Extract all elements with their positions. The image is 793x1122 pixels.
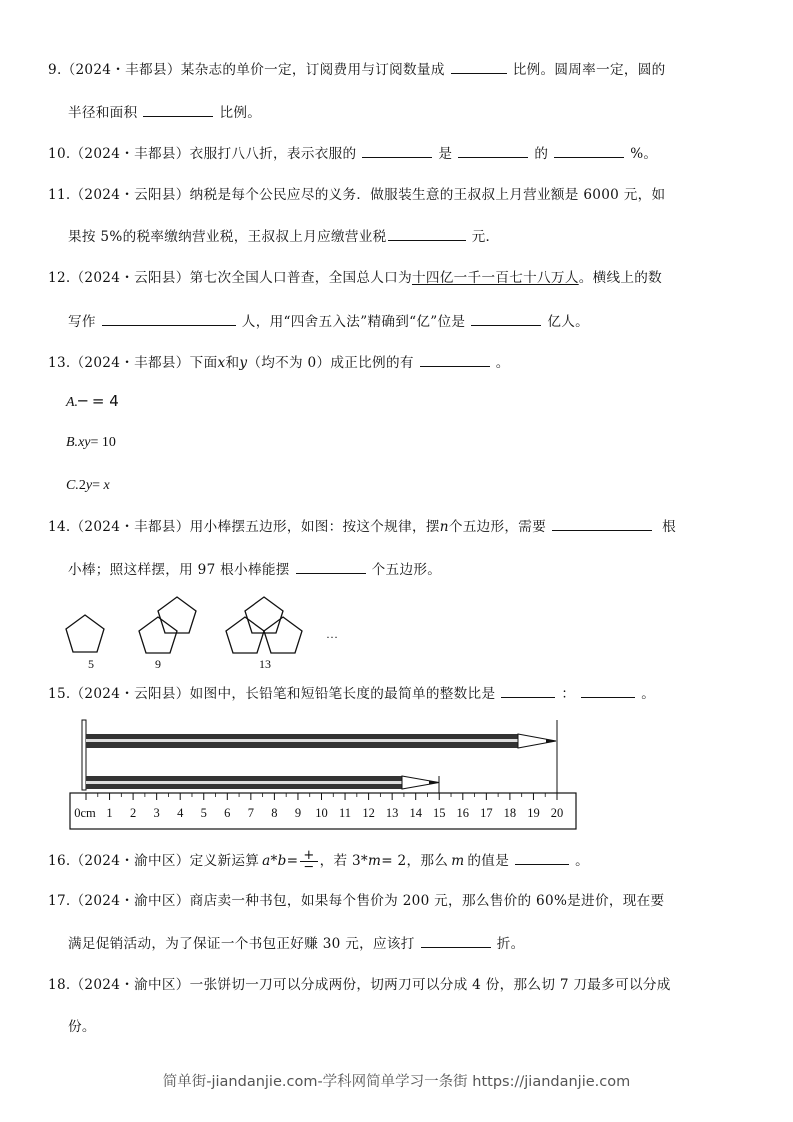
pentagon-shape — [158, 597, 196, 633]
question-text: = 2，那么 — [381, 853, 449, 869]
ruler-tick-label: 2 — [129, 806, 137, 820]
figure-label: 5 — [88, 657, 94, 671]
question-text: 个五边形，需要 — [448, 519, 547, 535]
ruler-tick-label: 9 — [294, 806, 302, 820]
question-14-line-2 — [68, 559, 753, 581]
question-text: 16.（2024・渝中区）定义新运算 — [48, 853, 260, 869]
question-14-line-1 — [48, 516, 753, 538]
ruler-tick-label: 11 — [339, 806, 352, 820]
ellipsis: … — [326, 627, 338, 641]
ruler-ticks — [86, 793, 557, 800]
question-17-line-1 — [48, 890, 753, 912]
question-13 — [48, 352, 753, 374]
question-18-line-2 — [68, 1016, 753, 1038]
question-text: 15.（2024・云阳县）如图中，长铅笔和短铅笔长度的最简单的整数比是 — [48, 686, 496, 702]
answer-blank[interactable] — [471, 311, 541, 326]
question-15 — [48, 683, 753, 705]
question-17-line-2 — [68, 933, 753, 955]
question-text: 18.（2024・渝中区）一张饼切一刀可以分成两份，切两刀可以分成 4 份，那么切 7 刀最多可以分成 — [48, 977, 671, 993]
answer-blank[interactable] — [102, 311, 236, 326]
question-text: 的值是 — [467, 853, 510, 869]
variable-x: x — [103, 478, 110, 493]
ruler-tick-label: 15 — [433, 806, 446, 820]
pentagon-shape — [139, 617, 177, 653]
answer-blank[interactable] — [296, 559, 366, 574]
question-text: 比例。圆周率一定，圆的 — [512, 62, 666, 78]
question-11-line-2 — [68, 226, 753, 248]
ruler-tick-label: 5 — [200, 806, 207, 820]
variable-y: y — [85, 478, 93, 493]
question-text: 亿人。 — [547, 314, 589, 330]
long-pencil — [86, 734, 556, 748]
question-text: 满足促销活动，为了保证一个书包正好赚 30 元，应该打 — [68, 936, 415, 952]
question-text: 11.（2024・云阳县）纳税是每个公民应尽的义务．做服装生意的王叔叔上月营业额是 6000 元，如 — [48, 187, 666, 203]
question-16 — [48, 850, 753, 873]
question-text: 12.（2024・云阳县）第七次全国人口普查，全国总人口为 — [48, 270, 412, 286]
pentagon-pattern-figure — [60, 590, 360, 672]
answer-blank[interactable] — [388, 226, 466, 241]
question-text: 是 — [438, 146, 453, 162]
answer-blank[interactable] — [421, 933, 491, 948]
question-text: 9.（2024・丰都县）某杂志的单价一定，订阅费用与订阅数量成 — [48, 62, 445, 78]
question-text: 。横线上的数 — [578, 270, 663, 286]
pentagon-shape — [66, 615, 104, 652]
variable-y: y — [239, 355, 248, 371]
option-label: C. — [66, 478, 79, 493]
ruler-tick-label: 18 — [503, 806, 517, 820]
ruler-tick-label: 8 — [271, 806, 278, 820]
ruler-tick-label: 1 — [106, 806, 113, 820]
question-text: 14.（2024・丰都县）用小棒摆五边形，如图：按这个规律，摆 — [48, 519, 440, 535]
ruler-tick-label: 7 — [247, 806, 254, 820]
option-b[interactable] — [66, 432, 116, 454]
question-text: 根 — [662, 519, 676, 535]
answer-blank[interactable] — [420, 352, 490, 367]
answer-blank[interactable] — [458, 143, 528, 158]
question-text: %。 — [630, 146, 658, 162]
answer-blank[interactable] — [554, 143, 624, 158]
underlined-number-text: 十四亿一千一百七十八万人 — [411, 270, 579, 286]
question-text: 写作 — [68, 314, 96, 330]
option-text: = — [92, 478, 104, 493]
ruler-tick-label: 6 — [224, 806, 231, 820]
option-a[interactable] — [66, 390, 119, 414]
variable-n: n — [439, 519, 449, 535]
option-text: = 10 — [90, 435, 116, 450]
ruler-tick-label: 16 — [456, 806, 470, 820]
question-text: 13.（2024・丰都县）下面 — [48, 355, 218, 371]
question-text: 个五边形。 — [371, 562, 442, 578]
answer-blank[interactable] — [501, 683, 555, 698]
variable-m: m — [368, 853, 382, 869]
option-label: A. — [66, 395, 79, 410]
option-label: B. — [66, 435, 79, 450]
short-pencil — [86, 776, 439, 789]
question-text: 。 — [575, 853, 589, 869]
question-11-line-1 — [48, 184, 753, 206]
answer-blank[interactable] — [581, 683, 635, 698]
page-footer: 简单街-jiandanjie.com-学科网简单学习一条街 https://jiandanjie.com — [162, 1074, 631, 1090]
fraction-numerator: + — [300, 850, 317, 862]
question-text: 人，用“四舍五入法”精确到“亿”位是 — [241, 314, 466, 330]
answer-blank[interactable] — [552, 516, 652, 531]
question-text: 元． — [471, 229, 500, 245]
question-text: （均不为 0）成正比例的有 — [247, 355, 414, 371]
answer-blank[interactable] — [451, 59, 507, 74]
variable-m: m — [451, 853, 465, 869]
question-text: 果按 5%的税率缴纳营业税，王叔叔上月应缴营业税 — [68, 229, 387, 245]
variable-xy: xy — [78, 435, 91, 450]
answer-blank[interactable] — [362, 143, 432, 158]
ruler-tick-label: 12 — [362, 806, 375, 820]
question-9-line-1 — [48, 59, 753, 81]
ruler-tick-label: 20 — [550, 806, 564, 820]
ruler-tick-label: 13 — [385, 806, 399, 820]
question-text: = — [286, 853, 299, 869]
question-text: 折。 — [496, 936, 525, 952]
question-text: ： — [561, 686, 576, 702]
pentagon-shape — [226, 617, 264, 653]
question-10 — [48, 143, 753, 165]
question-text: 比例。 — [219, 105, 262, 121]
question-text: 份。 — [68, 1019, 96, 1035]
ruler-tick-label: 19 — [527, 806, 540, 820]
question-text: 。 — [495, 355, 510, 371]
expression-a-star-b: a*b — [262, 853, 287, 869]
option-c[interactable] — [66, 475, 110, 497]
ruler-tick-label: 3 — [153, 806, 160, 820]
question-text: 小棒；照这样摆，用 97 根小棒能摆 — [68, 562, 290, 578]
question-12-line-1 — [48, 267, 753, 289]
answer-blank[interactable] — [515, 850, 569, 865]
pentagon-shape — [264, 617, 302, 653]
variable-x: x — [217, 355, 226, 371]
ruler-tick-label: 14 — [409, 806, 422, 820]
frame-bar — [82, 720, 86, 790]
question-text: 17.（2024・渝中区）商店卖一种书包，如果每个售价为 200 元，那么售价的 60%是进价，现在要 — [48, 893, 665, 909]
question-12-line-2 — [68, 311, 753, 333]
question-9-line-2 — [68, 102, 753, 124]
question-18-line-1 — [48, 974, 753, 996]
fraction — [300, 850, 317, 873]
option-text: 2 — [78, 478, 86, 493]
question-text: 。 — [641, 686, 656, 702]
figure-label: 9 — [155, 657, 161, 671]
fraction-denominator: ─ — [304, 860, 314, 875]
question-text: 的 — [534, 146, 549, 162]
question-text: 和 — [225, 355, 240, 371]
pentagon-shape — [245, 597, 283, 633]
answer-blank[interactable] — [143, 102, 213, 117]
ruler-tick-label: 4 — [177, 806, 184, 820]
ruler-tick-label: 10 — [315, 806, 328, 820]
question-text: 10.（2024・丰都县）衣服打八八折，表示衣服的 — [48, 146, 357, 162]
question-text: ，若 3* — [319, 853, 369, 869]
ruler-tick-label: 17 — [480, 806, 493, 820]
pencil-ruler-figure — [62, 718, 582, 832]
figure-label: 13 — [259, 657, 271, 671]
ruler-unit-label: 0cm — [74, 806, 96, 820]
question-text: 半径和面积 — [68, 105, 138, 121]
option-text: ─ = 4 — [78, 392, 119, 410]
